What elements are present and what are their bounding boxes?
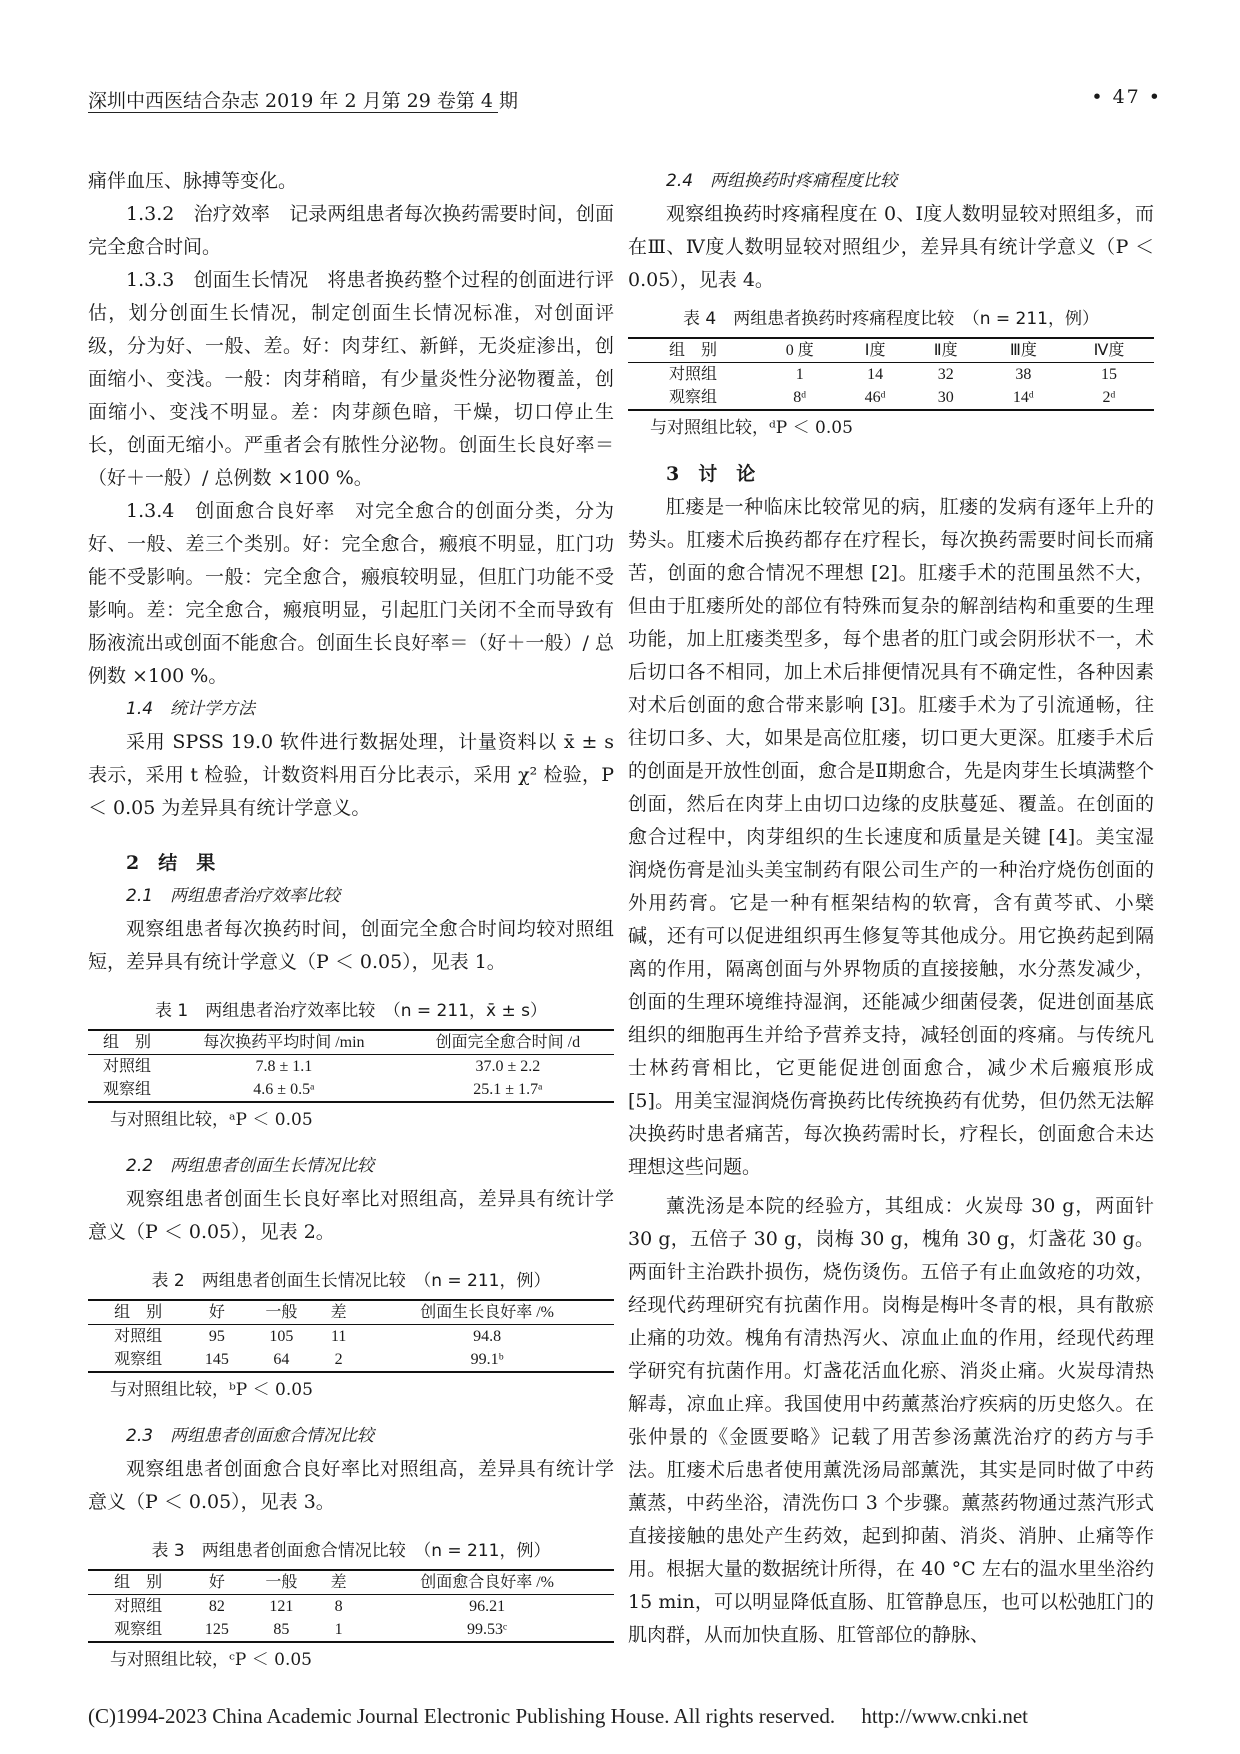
table-cell: 99.53ᶜ [467, 1621, 508, 1638]
table-header: Ⅳ度 [1093, 342, 1125, 359]
table-cell: 观察组 [668, 389, 717, 406]
table-cell: 对照组 [102, 1058, 151, 1075]
copyright-footer: (C)1994-2023 China Academic Journal Electronic Publishing House. All rights reserved. http://www.cnki.net [88, 1704, 1028, 1728]
paragraph: 肛瘘是一种临床比较常见的病，肛瘘的发病有逐年上升的势头。肛瘘术后换药都存在疗程长，每次换药需要时间长而痛苦，创面的愈合情况不理想 [2]。肛瘘手术的范围虽然不大，但由于肛瘘所处的部位有特殊而复杂的解剖结构和重要的生理功能，加上肛瘘类型多，每个患者的肛门或会阴形状不一，术后切口各不相同，加上术后排便情况具有不确定性，各种因素对术后创面的愈合带来影响 [3]。肛瘘手术为了引流通畅，往往切口多、大，如果是高位肛瘘，切口更大更深。肛瘘手术后的创面是开放性创面，愈合是Ⅱ期愈合，先是肉芽生长填满整个创面，然后在肉芽上由切口边缘的皮肤蔓延、覆盖。在创面的愈合过程中，肉芽组织的生长速度和质量是关键 [4]。美宝湿润烧伤膏是汕头美宝制药有限公司生产的一种治疗烧伤创面的外用药膏。它是一种有框架结构的软膏，含有黄芩甙、小檗碱，还有可以促进组织再生修复等其他成分。用它换药起到隔离的作用，隔离创面与外界物质的直接接触，水分蒸发减少，创面的生理环境维持湿润，还能减少细菌侵袭，促进创面基底组织的细胞再生并给予营养支持，减轻创面的疼痛。与传统凡士林药膏相比，它更能促进创面愈合，减少术后瘢痕形成 [5]。用美宝湿润烧伤膏换药比传统换药有优势，但仍然无法解决换药时患者痛苦，每次换药需时长，疗程长，创面愈合未达理想这些问题。 [628, 496, 1154, 1178]
header-rule [88, 112, 498, 113]
table-header: 创面完全愈合时间 /d [435, 1034, 581, 1051]
table-cell: 125 [204, 1621, 229, 1638]
table-cell: 11 [330, 1328, 347, 1345]
paragraph: 观察组患者创面生长良好率比对照组高，差异具有统计学意义（P ＜ 0.05），见表 2。 [88, 1188, 614, 1243]
table-header: 每次换药平均时间 /min [203, 1034, 365, 1051]
table-cell: 85 [273, 1621, 290, 1638]
table-header: 好 [208, 1574, 225, 1591]
paragraph: 1.3.3 创面生长情况 将患者换药整个过程的创面进行评估，划分创面生长情况，制定创面生长情况标准，对创面评级，分为好、一般、差。好：肉芽红、新鲜，无炎症渗出，创面缩小、变浅。一般：肉芽稍暗，有少量炎性分泌物覆盖，创面缩小、变浅不明显。差：肉芽颜色暗，干燥，切口停止生长，创面无缩小。严重者会有脓性分泌物。创面生长良好率＝（好＋一般）/ 总例数 ×100 %。 [88, 269, 614, 489]
table-cell: 95 [208, 1328, 225, 1345]
table-cell: 38 [1015, 366, 1032, 383]
table-cell: 7.8 ± 1.1 [255, 1058, 313, 1075]
table-cell: 46ᵈ [864, 389, 886, 406]
table-cell: 对照组 [668, 366, 717, 383]
table-cell: 105 [269, 1328, 294, 1345]
table-cell: 15 [1100, 366, 1117, 383]
table-note: 与对照组比较，ᶜP ＜ 0.05 [110, 1650, 312, 1670]
table-cell: 8ᵈ [793, 389, 807, 406]
table-header: Ⅲ度 [1009, 342, 1037, 359]
table-header: 创面生长良好率 /% [420, 1304, 554, 1321]
table-row [88, 1325, 614, 1349]
table-cell: 1 [795, 366, 804, 383]
table-cell: 30 [937, 389, 954, 406]
table-cell: 64 [273, 1351, 290, 1368]
paragraph: 观察组换药时疼痛程度在 0、Ⅰ度人数明显较对照组多，而在Ⅲ、Ⅳ度人数明显较对照组少，差异具有统计学意义（P ＜ 0.05），见表 4。 [628, 203, 1154, 291]
table-cell: 14 [867, 366, 884, 383]
table-note: 与对照组比较，ᵈP ＜ 0.05 [650, 418, 853, 438]
table-header: Ⅰ度 [864, 342, 886, 359]
section-heading: 2.3 两组患者创面愈合情况比较 [126, 1426, 375, 1446]
section-heading: 2.4 两组换药时疼痛程度比较 [666, 171, 898, 191]
table-cell: 96.21 [469, 1598, 506, 1615]
table-cell: 82 [208, 1598, 225, 1615]
table-row [628, 386, 1154, 410]
section-heading: 2 结 果 [126, 852, 216, 874]
table-header: 0 度 [785, 342, 814, 359]
paragraph: 1.3.2 治疗效率 记录两组患者每次换药需要时间，创面完全愈合时间。 [88, 203, 614, 258]
paragraph: 观察组患者每次换药时间，创面完全愈合时间均较对照组短，差异具有统计学意义（P ＜ 0.05），见表 1。 [88, 918, 614, 973]
table-header: 差 [330, 1304, 347, 1321]
table-cell: 1 [334, 1621, 343, 1638]
section-heading: 2.2 两组患者创面生长情况比较 [126, 1156, 375, 1176]
table-cell: 观察组 [114, 1621, 163, 1638]
table-cell: 145 [204, 1351, 229, 1368]
paragraph: 薰洗汤是本院的经验方，其组成：火炭母 30 g，两面针 30 g，五倍子 30 g，岗梅 30 g，槐角 30 g，灯盏花 30 g。两面针主治跌扑损伤，烧伤烫伤。五倍子有止血敛疮的功效，经现代药理研究有抗菌作用。岗梅是梅叶冬青的根，具有散瘀止痛的功效。槐角有清热泻火、凉血止血的作用，经现代药理学研究有抗菌作用。灯盏花活血化瘀、消炎止痛。火炭母清热解毒，凉血止痒。我国使用中药薰蒸治疗疾病的历史悠久。在张仲景的《金匮要略》记载了用苦参汤薰洗治疗的药方与手法。肛瘘术后患者使用薰洗汤局部薰洗，其实是同时做了中药薰蒸，中药坐浴，清洗伤口 3 个步骤。薰蒸药物通过蒸汽形式直接接触的患处产生药效，起到抑菌、消炎、消肿、止痛等作用。根据大量的数据统计所得，在 40 °C 左右的温水里坐浴约 15 min，可以明显降低直肠、肛管静息压，也可以松弛肛门的肌肉群，从而加快直肠、肛管部位的静脉、 [628, 1195, 1154, 1646]
table-cell: 观察组 [102, 1081, 151, 1098]
table-header: 一般 [265, 1304, 298, 1321]
page-number: • 47 • [1091, 86, 1162, 108]
table-2 [88, 1299, 614, 1373]
right-column [628, 165, 1154, 1652]
table-1 [88, 1029, 614, 1103]
table-cell: 观察组 [114, 1351, 163, 1368]
table-caption: 表 1 两组患者治疗效率比较 （n = 211，x̄ ± s） [155, 1001, 547, 1021]
table-4 [628, 337, 1154, 411]
table-header: 组 别 [102, 1034, 151, 1051]
table-cell: 32 [937, 366, 954, 383]
table-row [628, 363, 1154, 387]
paragraph: 痛伴血压、脉搏等变化。 [88, 170, 298, 192]
table-row [88, 1595, 614, 1619]
table-cell: 25.1 ± 1.7ᵃ [473, 1081, 543, 1098]
table-header: 组 别 [668, 342, 717, 359]
table-header: 好 [208, 1304, 225, 1321]
table-header: 差 [330, 1574, 347, 1591]
table-row [88, 1348, 614, 1372]
table-cell: 121 [269, 1598, 294, 1615]
table-cell: 对照组 [114, 1328, 163, 1345]
table-cell: 2 [334, 1351, 343, 1368]
table-header: 一般 [265, 1574, 298, 1591]
table-header: 组 别 [114, 1574, 163, 1591]
left-column [88, 165, 614, 1674]
section-heading: 1.4 统计学方法 [126, 699, 256, 719]
paragraph: 观察组患者创面愈合良好率比对照组高，差异具有统计学意义（P ＜ 0.05），见表 3。 [88, 1458, 614, 1513]
table-cell: 99.1ᵇ [470, 1351, 504, 1368]
table-caption: 表 4 两组患者换药时疼痛程度比较 （n = 211，例） [683, 309, 1099, 329]
table-note: 与对照组比较，ᵇP ＜ 0.05 [110, 1380, 313, 1400]
paragraph: 1.3.4 创面愈合良好率 对完全愈合的创面分类，分为好、一般、差三个类别。好：完全愈合，瘢痕不明显，肛门功能不受影响。一般：完全愈合，瘢痕较明显，但肛门功能不受影响。差：完全愈合，瘢痕明显，引起肛门关闭不全而导致有肠液流出或创面不能愈合。创面生长良好率＝（好＋一般）/ 总例数 ×100 %。 [88, 500, 614, 687]
table-cell: 8 [334, 1598, 343, 1615]
table-cell: 14ᵈ [1012, 389, 1034, 406]
table-cell: 4.6 ± 0.5ᵃ [253, 1081, 315, 1098]
section-heading: 2.1 两组患者治疗效率比较 [126, 886, 341, 906]
table-note: 与对照组比较，ᵃP ＜ 0.05 [110, 1110, 313, 1130]
table-caption: 表 3 两组患者创面愈合情况比较 （n = 211，例） [151, 1541, 551, 1561]
table-cell: 2ᵈ [1102, 389, 1116, 406]
paragraph: 采用 SPSS 19.0 软件进行数据处理，计量资料以 x̄ ± s 表示，采用 t 检验，计数资料用百分比表示，采用 χ² 检验，P ＜ 0.05 为差异具有统计学意义。 [88, 731, 614, 819]
table-row [88, 1078, 614, 1102]
table-cell: 37.0 ± 2.2 [475, 1058, 541, 1075]
running-header: 深圳中西医结合杂志 2019 年 2 月第 29 卷第 4 期 [88, 90, 519, 112]
table-caption: 表 2 两组患者创面生长情况比较 （n = 211，例） [151, 1271, 551, 1291]
table-header: 创面愈合良好率 /% [420, 1574, 554, 1591]
table-cell: 94.8 [473, 1328, 502, 1345]
table-header: 组 别 [114, 1304, 163, 1321]
table-header: Ⅱ度 [933, 342, 958, 359]
table-row [88, 1618, 614, 1642]
section-heading: 3 讨 论 [666, 463, 756, 485]
table-cell: 对照组 [114, 1598, 163, 1615]
table-row [88, 1055, 614, 1079]
table-3 [88, 1569, 614, 1643]
